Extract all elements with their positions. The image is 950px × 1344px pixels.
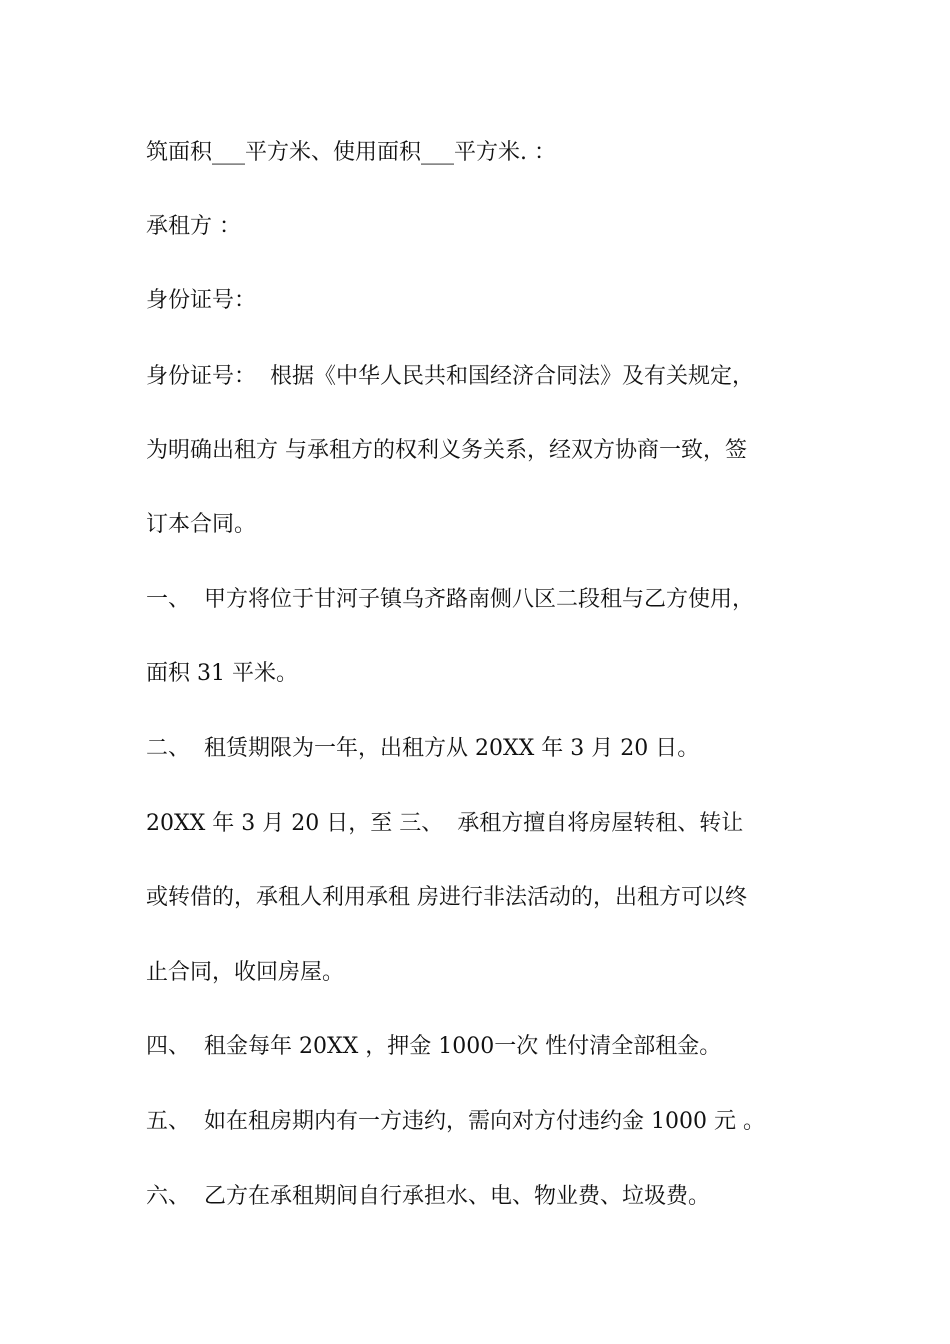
text-line: 四、 租金每年 20XX ，押金 1000一次 性付清全部租金。 (146, 1034, 722, 1059)
text-line: 身份证号： 根据《中华人民共和国经济合同法》及有关规定， (146, 364, 754, 389)
text-line: 六、 乙方在承租期间自行承担水、电、物业费、垃圾费。 (146, 1184, 710, 1209)
text-line: 身份证号： (146, 288, 257, 313)
text-line: 面积 31 平米。 (146, 661, 298, 686)
text-line: 筑面积___平方米、使用面积___平方米. ： (146, 140, 556, 165)
text-line: 20XX 年 3 月 20 日，至 三、 承租方擅自将房屋转租、转让 (146, 811, 744, 836)
text-line: 或转借的，承租人利用承租 房进行非法活动的，出租方可以终 (146, 885, 747, 910)
text-line: 承租方 ： (146, 214, 241, 239)
text-line: 订本合同。 (146, 512, 257, 537)
text-line: 一、 甲方将位于甘河子镇乌齐路南侧八区二段租与乙方使用， (146, 587, 754, 612)
text-line: 止合同，收回房屋。 (146, 960, 345, 985)
text-line: 五、 如在租房期内有一方违约，需向对方付违约金 1000 元 。 (146, 1109, 765, 1134)
text-line: 为明确出租方 与承租方的权利义务关系，经双方协商一致，签 (146, 438, 747, 463)
text-line: 二、 租赁期限为一年，出租方从 20XX 年 3 月 20 日。 (146, 736, 700, 761)
